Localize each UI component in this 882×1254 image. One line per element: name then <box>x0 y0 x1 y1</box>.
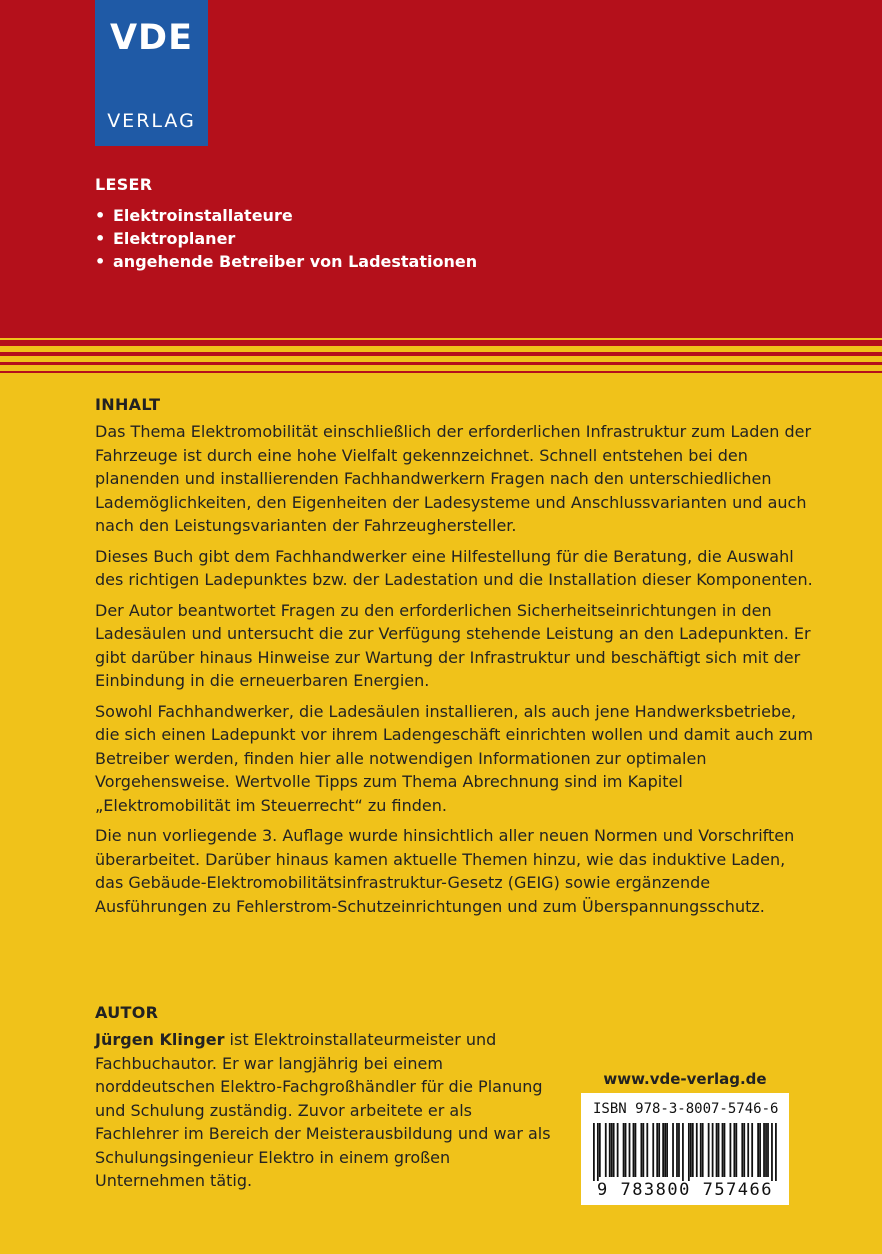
stripe <box>0 371 882 373</box>
leser-section <box>95 175 477 273</box>
barcode-bar <box>658 1123 660 1177</box>
barcode-bar <box>771 1123 773 1181</box>
logo-verlag-text: VERLAG <box>107 110 196 132</box>
barcode-bar <box>763 1123 765 1177</box>
barcode-bar <box>666 1123 668 1177</box>
barcode-bar <box>702 1123 704 1177</box>
barcode-bar <box>662 1123 664 1177</box>
leser-item <box>95 204 477 227</box>
inhalt-paragraph: Dieses Buch gibt dem Fachhandwerker eine Hilfestellung für die Beratung, die Auswahl des richtigen Ladepunktes bzw. der Ladestation und die Installation dieser Komponenten. <box>95 546 813 589</box>
inhalt-section <box>95 395 815 925</box>
isbn-label: ISBN 978-3-8007-5746-6 <box>593 1101 779 1117</box>
barcode-bar <box>640 1123 642 1177</box>
barcode-bar <box>735 1123 737 1177</box>
inhalt-paragraph: Der Autor beantwortet Fragen zu den erforderlichen Sicherheitseinrichtungen in den Ladesäulen und untersucht die zur Verfügung stehende Leistung an den Ladepunkten. Er gibt darüber hinaus Hinweise zur Wartung der Infrastruktur und beschäftigt sich mit der Einbindung in die erneuerbaren Energien. <box>95 600 811 690</box>
barcode-bar <box>664 1123 666 1177</box>
barcode-bar <box>642 1123 644 1177</box>
leser-item-label: Elektroplaner <box>113 229 236 248</box>
barcode-bar <box>682 1123 684 1181</box>
inhalt-paragraph: Die nun vorliegende 3. Auflage wurde hinsichtlich aller neuen Normen und Vorschriften überarbeitet. Darüber hinaus kamen aktuelle Themen hinzu, wie das induktive Laden, das Gebäude-Elektromobilitätsinfrastruktur-Gesetz (GEIG) sowie ergänzende Ausführungen zu Fehlerstrom-Schutzeinrichtungen und zum Überspannungsschutz. <box>95 826 795 916</box>
leser-heading: LESER <box>95 175 153 194</box>
leser-list <box>95 204 477 273</box>
barcode-bar <box>767 1123 769 1177</box>
stripe <box>0 362 882 365</box>
barcode-bar <box>712 1123 714 1177</box>
barcode-bar <box>692 1123 694 1177</box>
barcode-bar <box>613 1123 615 1177</box>
inhalt-paragraph: Sowohl Fachhandwerker, die Ladesäulen installieren, als auch jene Handwerksbetriebe, die sich einen Ladepunkt vor ihrem Ladengeschäft einrichten wollen und damit auch zum Betreiber werden, finden hier alle notwendigen Informationen zur optimalen Vorgehensweise. Wertvolle Tipps zum Thema Abrechnung sind im Kapitel „Elektromobilität im Steuerrecht“ zu finden. <box>95 701 814 815</box>
isbn-barcode <box>581 1093 789 1205</box>
barcode-bar <box>730 1123 732 1177</box>
leser-item-label: Elektroinstallateure <box>113 206 293 225</box>
autor-heading: AUTOR <box>95 1003 159 1022</box>
barcode-bar <box>678 1123 680 1177</box>
stripe <box>0 340 882 346</box>
barcode-bar <box>700 1123 702 1177</box>
vde-verlag-logo <box>95 0 208 146</box>
bullet-icon: • <box>95 229 106 248</box>
barcode-bar <box>625 1123 627 1177</box>
barcode-bar <box>708 1123 710 1177</box>
barcode-bar <box>617 1123 619 1177</box>
autor-name: Jürgen Klinger <box>95 1030 225 1049</box>
barcode-bar <box>633 1123 635 1177</box>
inhalt-heading: INHALT <box>95 395 161 414</box>
autor-text: ist Elektroinstallateurmeister und Fachbuchautor. Er war langjährig bei einem norddeutschen Elektro-Fachgroßhändler für die Planung und Schulung zuständig. Zuvor arbeitete er als Fachlehrer im Bereich der Meisterausbildung und war als Schulungsingenieur Elektro in einem großen Unternehmen tätig. <box>95 1030 551 1190</box>
barcode-bar <box>759 1123 761 1177</box>
barcode-bar <box>724 1123 726 1177</box>
barcode-bar <box>690 1123 692 1177</box>
barcode-bar <box>733 1123 735 1177</box>
barcode-bar <box>741 1123 743 1177</box>
barcode-bar <box>652 1123 654 1177</box>
barcode-bar <box>593 1123 595 1181</box>
inhalt-paragraph: Das Thema Elektromobilität einschließlich der erforderlichen Infrastruktur zum Laden der Fahrzeuge ist durch eine hohe Vielfalt gekennzeichnet. Schnell entstehen bei den planenden und installierenden Fachhandwerkern Fragen nach den unterschiedlichen Lademöglichkeiten, den Eigenheiten der Ladesysteme und Anschlussvarianten und auch nach den Leistungsvarianten der Fahrzeughersteller. <box>95 422 812 535</box>
barcode-bar <box>747 1123 749 1177</box>
barcode-bar <box>646 1123 648 1177</box>
barcode-bar <box>718 1123 720 1177</box>
barcode-bar <box>757 1123 759 1177</box>
barcode-bar <box>688 1123 690 1181</box>
leser-item <box>95 250 477 273</box>
barcode-digits: 9 783800 757466 <box>596 1180 774 1200</box>
barcode-bar <box>597 1123 599 1181</box>
barcode-bar <box>635 1123 637 1177</box>
barcode-bar <box>599 1123 601 1177</box>
decorative-stripes <box>0 338 882 382</box>
barcode-bar <box>722 1123 724 1177</box>
barcode-bar <box>775 1123 777 1181</box>
barcode-bar <box>656 1123 658 1177</box>
barcode-bar <box>765 1123 767 1177</box>
autor-bio <box>95 1028 555 1193</box>
barcode-bar <box>743 1123 745 1177</box>
barcode-bar <box>623 1123 625 1177</box>
barcode-bar <box>629 1123 631 1177</box>
leser-item-label: angehende Betreiber von Ladestationen <box>113 252 478 271</box>
red-header-band <box>0 0 882 338</box>
publisher-website-link[interactable]: www.vde-verlag.de <box>603 1070 767 1088</box>
barcode-bar <box>751 1123 753 1177</box>
bullet-icon: • <box>95 252 106 271</box>
stripe <box>0 352 882 356</box>
barcode-bar <box>611 1123 613 1177</box>
barcode-bar <box>676 1123 678 1177</box>
barcode-bar <box>609 1123 611 1177</box>
barcode-bar <box>696 1123 698 1177</box>
logo-vde-text: VDE <box>109 18 194 58</box>
bullet-icon: • <box>95 206 106 225</box>
barcode-bar <box>716 1123 718 1177</box>
barcode-bar <box>672 1123 674 1177</box>
barcode-bar <box>605 1123 607 1177</box>
autor-section <box>95 1003 555 1193</box>
leser-item <box>95 227 477 250</box>
